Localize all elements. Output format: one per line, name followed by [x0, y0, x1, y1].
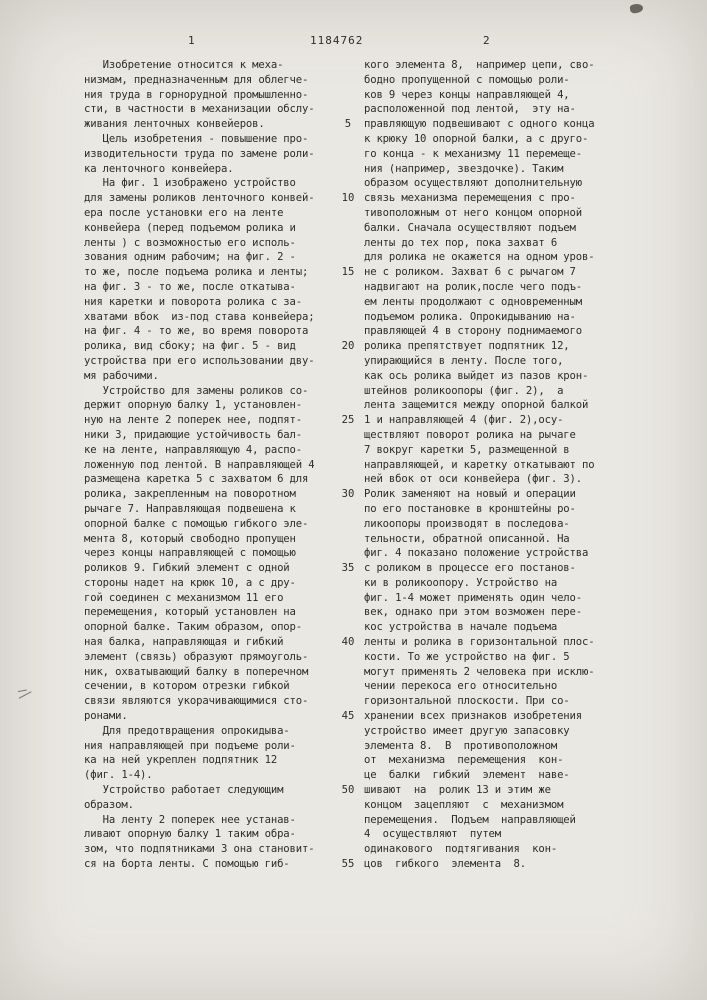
text-line: кости. То же устройство на фиг. 5 [364, 650, 570, 663]
scan-ink-mark [629, 3, 643, 14]
patent-number: 1184762 [310, 34, 364, 47]
text-line: зом, что подпятниками 3 она становит- [84, 843, 315, 856]
text-line: хранении всех признаков изобретения [364, 710, 582, 723]
text-line: размещена каретка 5 с захватом 6 для [84, 473, 309, 486]
text-line: го конца - к механизму 11 перемеще- [364, 147, 582, 160]
line-number: 35 [341, 562, 355, 575]
text-line: Изобретение относится к меха- [84, 59, 284, 71]
text-line: ков 9 через концы направляющей 4, [364, 88, 570, 101]
text-line: хватами вбок из-под става конвейера; [84, 310, 315, 323]
text-line: Устройство для замены роликов со- [84, 384, 309, 397]
text-line: це балки гибкий элемент наве- [364, 769, 570, 782]
text-line: ную на ленте 2 поперек нее, подпят- [84, 414, 302, 427]
column-number-right: 2 [483, 34, 490, 47]
text-line: конвейера (перед подъемом ролика и [84, 221, 296, 234]
text-line: образом осуществляют дополнительную [364, 177, 582, 190]
line-number: 25 [341, 414, 355, 427]
text-line: опорной балке с помощью гибкого эле- [84, 517, 309, 530]
text-line: держит опорную балку 1, установлен- [84, 399, 302, 412]
text-line: ленты ) с возможностью его исполь- [84, 236, 296, 249]
text-line: мента 8, который свободно пропущен [84, 532, 296, 545]
text-line: роликов 9. Гибкий элемент с одной [84, 562, 290, 575]
text-line: для замены роликов ленточного конвей- [84, 192, 315, 205]
text-line: перемещения. Подъем направляющей [364, 813, 576, 826]
text-line: чении перекоса его относительно [364, 680, 558, 693]
line-number: 40 [341, 636, 355, 649]
text-line: фиг. 4 показано положение устройства [364, 547, 589, 560]
right-text-column [360, 58, 626, 872]
text-line: Для предотвращения опрокидыва- [84, 724, 290, 737]
text-line: рычаге 7. Направляющая подвешена к [84, 502, 296, 515]
text-line: тельности, обратной описанной. На [364, 532, 570, 545]
text-line: к крюку 10 опорной балки, а с друго- [364, 132, 589, 145]
text-line: перемещения, который установлен на [84, 606, 296, 619]
text-line: зования одним рабочим; на фиг. 2 - [84, 251, 296, 264]
text-line: мя рабочими. [84, 369, 159, 382]
text-line: ния направляющей при подъеме роли- [84, 739, 296, 752]
line-number: 10 [341, 192, 355, 205]
text-line: устройства при его использовании дву- [84, 354, 315, 367]
text-line: упирающийся в ленту. После того, [364, 354, 564, 367]
text-line: изводительности труда по замене роли- [84, 147, 315, 160]
text-line: шивают на ролик 13 и этим же [364, 784, 551, 797]
page-header [0, 34, 707, 50]
text-line: ликоопоры производят в последова- [364, 517, 570, 530]
text-line: сечении, в котором отрезки гибкой [84, 680, 290, 693]
text-line: устройство имеет другую запасовку [364, 724, 570, 737]
text-line: связи являются укорачивающимися сто- [84, 695, 309, 708]
text-line: для ролика не окажется на одном уров- [364, 251, 595, 264]
text-line: ронами. [84, 710, 128, 723]
text-line: бодно пропущенной с помощью роли- [364, 73, 570, 86]
text-line: ленты до тех пор, пока захват 6 [364, 236, 558, 249]
text-line: ка ленточного конвейера. [84, 162, 234, 175]
text-line: элемента 8. В противоположном [364, 739, 558, 752]
column-number-left: 1 [188, 34, 195, 47]
text-line: то же, после подъема ролика и ленты; [84, 266, 309, 279]
text-line: элемент (связь) образуют прямоуголь- [84, 650, 309, 663]
text-line: кос устройства в начале подъема [364, 621, 558, 634]
text-line: стороны надет на крюк 10, а с дру- [84, 576, 296, 589]
margin-pen-mark [19, 691, 36, 706]
text-line: тивоположным от него концом опорной [364, 206, 582, 219]
line-number: 50 [341, 784, 355, 797]
text-line: направляющей, и каретку откатывают по [364, 458, 595, 471]
text-line: по его постановке в кронштейны ро- [364, 502, 576, 515]
text-line: гой соединен с механизмом 11 его [84, 591, 284, 604]
text-line: низмам, предназначенным для облегче- [84, 73, 309, 86]
text-line: ния (например, звездочке). Таким [364, 162, 564, 175]
text-line: балки. Сначала осуществляют подъем [364, 221, 576, 234]
text-line: правляющую подвешивают с одного конца [364, 118, 595, 131]
text-line: ка на ней укреплен подпятник 12 [84, 754, 278, 767]
text-line: ней вбок от оси конвейера (фиг. 3). [364, 473, 582, 486]
text-line: на фиг. 4 - то же, во время поворота [84, 325, 309, 338]
text-line: правляющей 4 в сторону поднимаемого [364, 325, 582, 338]
text-line: ник, охватывающий балку в поперечном [84, 665, 309, 678]
text-line: ки в роликоопору. Устройство на [364, 576, 558, 589]
text-line: ществляют поворот ролика на рычаге [364, 428, 576, 441]
text-line: 7 вокруг каретки 5, размещенной в [364, 443, 570, 456]
line-number-gutter [336, 58, 360, 872]
text-line: через концы направляющей с помощью [84, 547, 296, 560]
text-line: концом зацепляют с механизмом [364, 798, 564, 811]
text-line: ролика, закрепленным на поворотном [84, 488, 296, 501]
text-line: связь механизма перемещения с про- [364, 192, 576, 205]
line-number: 20 [341, 340, 355, 353]
text-line: на фиг. 3 - то же, после откатыва- [84, 280, 296, 293]
text-line: как ось ролика выйдет из пазов крон- [364, 369, 589, 382]
text-line: Устройство работает следующим [84, 784, 284, 797]
text-line: опорной балке. Таким образом, опор- [84, 621, 302, 634]
text-line: ера после установки его на ленте [84, 206, 284, 219]
text-line: ленты и ролика в горизонтальной плос- [364, 636, 595, 649]
text-line: надвигают на ролик,после чего подъ- [364, 280, 582, 293]
left-text-column [84, 58, 336, 872]
line-number: 55 [341, 858, 355, 871]
text-line: ники 3, придающие устойчивость бал- [84, 428, 302, 441]
text-line: На фиг. 1 изображено устройство [84, 177, 296, 190]
text-line: расположенной под лентой, эту на- [364, 103, 576, 116]
text-line: ная балка, направляющая и гибкий [84, 636, 284, 649]
text-line: от механизма перемещения кон- [364, 754, 564, 767]
text-line: с роликом в процессе его постанов- [364, 562, 576, 575]
text-line: ке на ленте, направляющую 4, распо- [84, 443, 302, 456]
text-line: ся на борта ленты. С помощью гиб- [84, 858, 290, 871]
text-line: ния труда в горнорудной промышленно- [84, 88, 309, 101]
text-line: живания ленточных конвейеров. [84, 118, 265, 131]
text-line: (фиг. 1-4). [84, 769, 153, 782]
text-line: На ленту 2 поперек нее устанав- [84, 813, 296, 826]
text-line: ем ленты продолжают с одновременным [364, 295, 582, 308]
text-line: горизонтальной плоскости. При со- [364, 695, 570, 708]
text-line: лента защемится между опорной балкой [364, 399, 589, 412]
line-number: 45 [341, 710, 355, 723]
text-line: фиг. 1-4 может применять один чело- [364, 591, 582, 604]
text-line: подъемом ролика. Опрокидыванию на- [364, 310, 576, 323]
text-line: 4 осуществляют путем [364, 828, 502, 841]
text-line: могут применять 2 человека при исклю- [364, 665, 595, 678]
document-body [84, 58, 626, 872]
text-line: ния каретки и поворота ролика с за- [84, 295, 302, 308]
text-line: сти, в частности в механизации обслу- [84, 103, 315, 116]
text-line: штейнов роликоопоры (фиг. 2), а [364, 384, 564, 397]
text-line: ливают опорную балку 1 таким обра- [84, 828, 296, 841]
text-line: ложенную под лентой. В направляющей 4 [84, 458, 315, 471]
text-line: Ролик заменяют на новый и операции [364, 488, 576, 501]
text-line: век, однако при этом возможен пере- [364, 606, 582, 619]
text-line: кого элемента 8, например цепи, сво- [364, 59, 595, 71]
line-number: 15 [341, 266, 355, 279]
line-number: 30 [341, 488, 355, 501]
text-line: ролика, вид сбоку; на фиг. 5 - вид [84, 340, 296, 353]
text-line: Цель изобретения - повышение про- [84, 132, 309, 145]
text-line: цов гибкого элемента 8. [364, 858, 526, 871]
line-number: 5 [344, 118, 352, 131]
text-line: ролика препятствует подпятник 12, [364, 340, 570, 353]
text-line: одинакового подтягивания кон- [364, 843, 558, 856]
text-line: не с роликом. Захват 6 с рычагом 7 [364, 266, 576, 279]
text-line: образом. [84, 798, 134, 811]
text-line: 1 и направляющей 4 (фиг. 2),осу- [364, 414, 564, 427]
